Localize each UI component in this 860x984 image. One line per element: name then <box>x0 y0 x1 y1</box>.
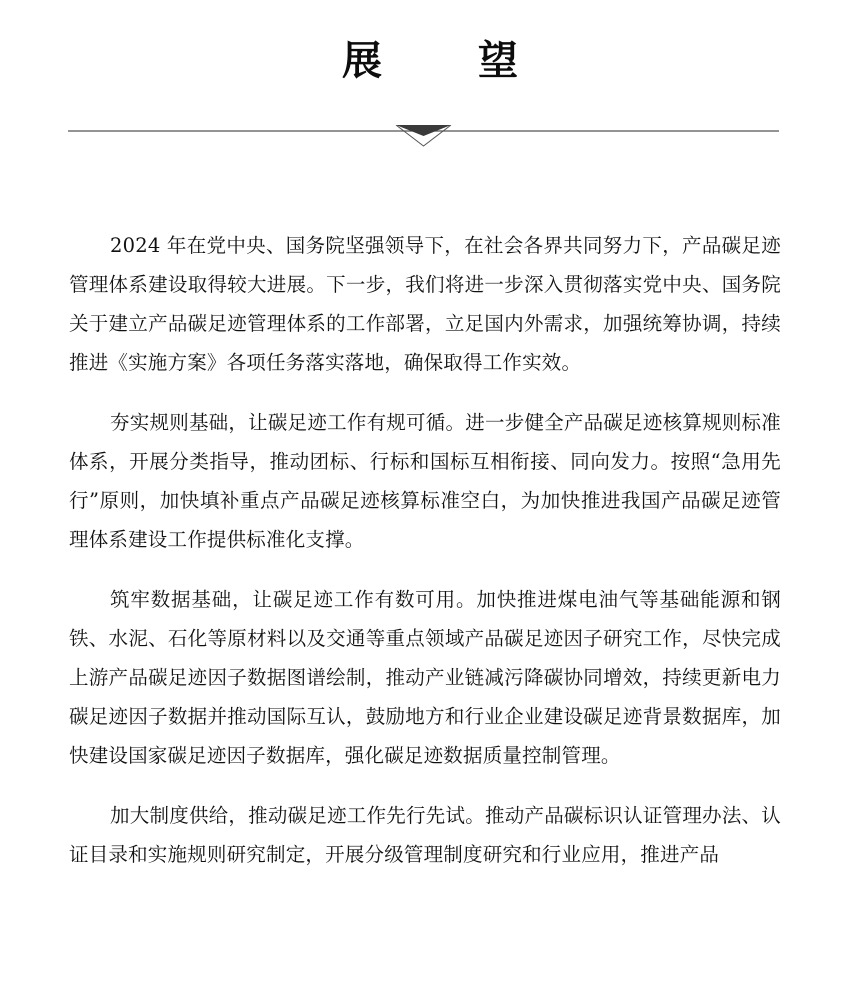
page-title: 展 望 <box>342 36 546 84</box>
paragraph: 筑牢数据基础，让碳足迹工作有数可用。加快推进煤电油气等基础能源和钢铁、水泥、石化等原材料以及交通等重点领域产品碳足迹因子研究工作，尽快完成上游产品碳足迹因子数据图谱绘制，推动产业链减污降碳协同增效，持续更新电力碳足迹因子数据并推动国际互认，鼓励地方和行业企业建设碳足迹背景数据库，加快建设国家碳足迹因子数据库，强化碳足迹数据质量控制管理。 <box>69 588 781 767</box>
paragraph: 2024 年在党中央、国务院坚强领导下，在社会各界共同努力下，产品碳足迹管理体系建设取得较大进展。下一步，我们将进一步深入贯彻落实党中央、国务院关于建立产品碳足迹管理体系的工作部署，立足国内外需求，加强统筹协调，持续推进《实施方案》各项任务落实落地，确保取得工作实效。 <box>69 234 781 374</box>
title-divider <box>68 125 779 149</box>
paragraph: 夯实规则基础，让碳足迹工作有规可循。进一步健全产品碳足迹核算规则标准体系，开展分类指导，推动团标、行标和国标互相衔接、同向发力。按照“急用先行”原则，加快填补重点产品碳足迹核算标准空白，为加快推进我国产品碳足迹管理体系建设工作提供标准化支撑。 <box>69 411 781 551</box>
paragraph: 加大制度供给，推动碳足迹工作先行先试。推动产品碳标识认证管理办法、认证目录和实施规则研究制定，开展分级管理制度研究和行业应用，推进产品 <box>69 804 781 866</box>
divider-triangle-icon <box>68 125 779 149</box>
body-text <box>69 226 781 895</box>
